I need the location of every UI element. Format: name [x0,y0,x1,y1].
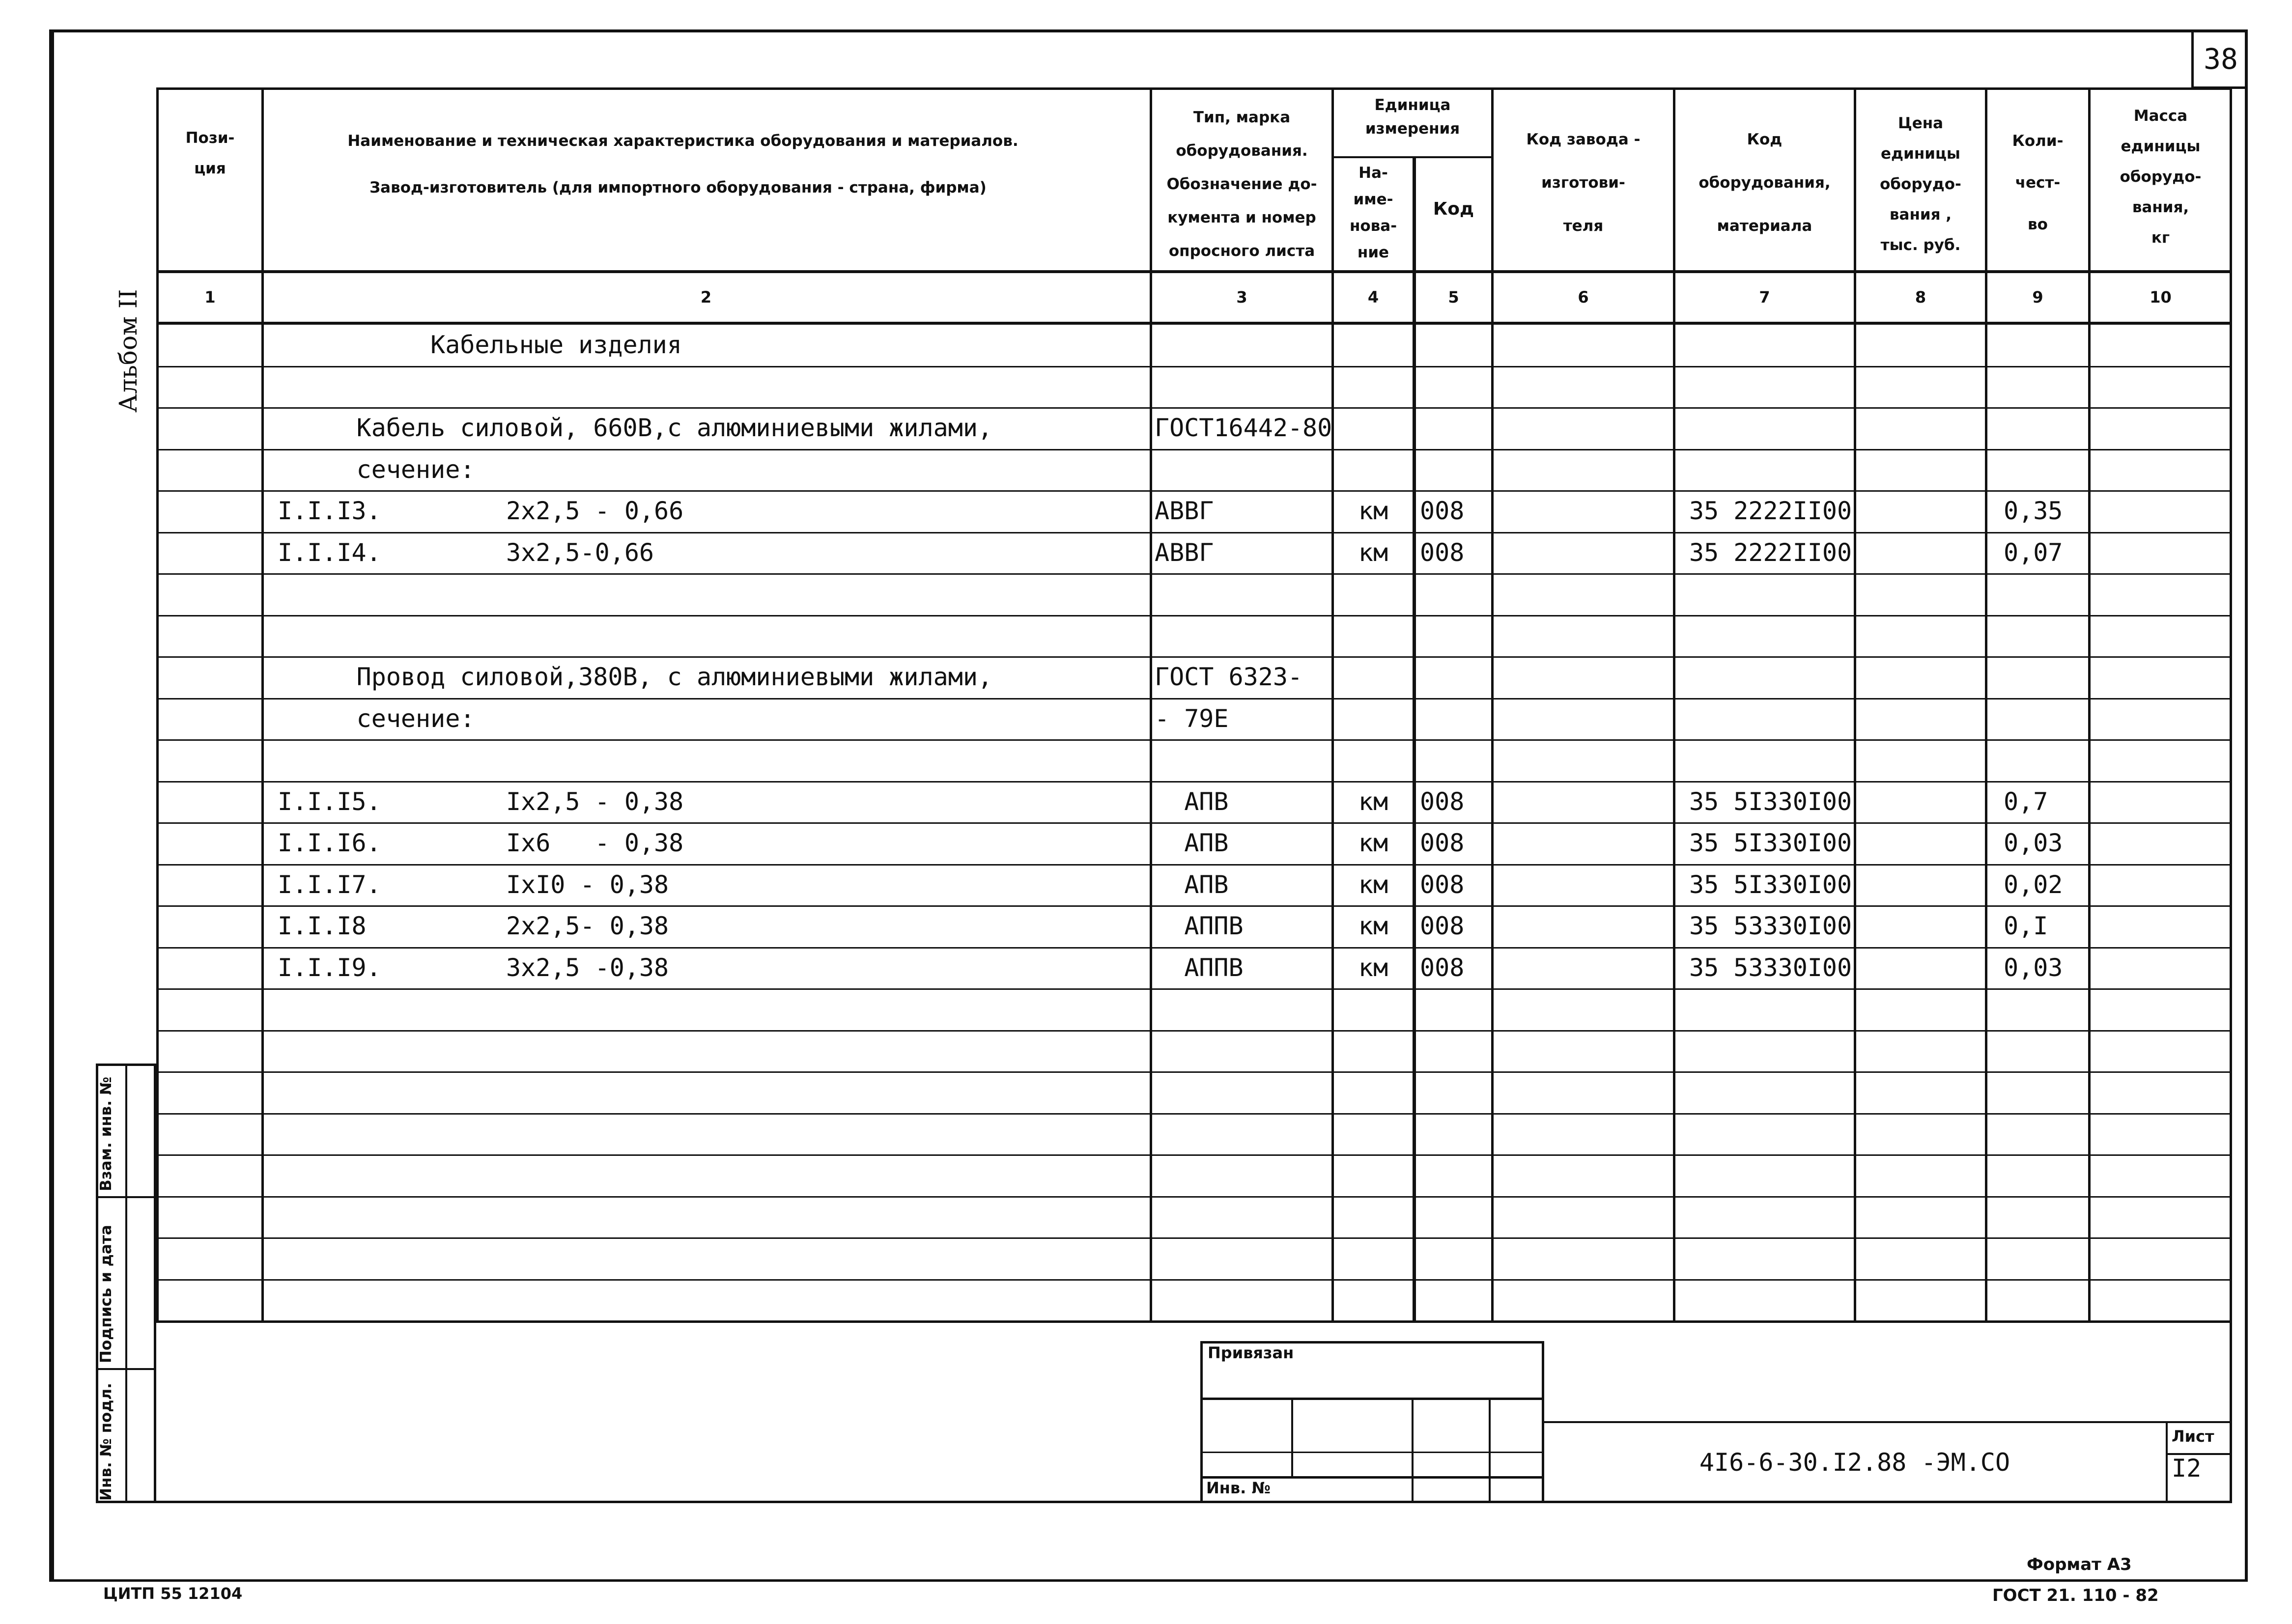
cell-equip [1689,449,1851,490]
cell-qty: 0,35 [2004,497,2063,525]
cell-qty: 0,7 [2004,787,2048,816]
linked-line-1 [1200,1398,1544,1400]
col-line-8 [1985,87,1987,1323]
cell-pos: I.I.I7. [278,870,381,899]
cell-equip: 35 53330I00 [1689,912,1852,940]
cell-equip [1689,366,1851,407]
cell-name: 3х2,5 -0,38 [506,953,669,982]
linked-label: Привязан [1208,1344,1294,1362]
cell-unit [1334,407,1413,448]
row-separator [156,1030,2232,1032]
cell-unit [1334,449,1413,490]
cell-unit [1334,656,1413,698]
header-unit-code: Код [1433,199,1474,219]
cell-qty: 0,03 [2004,953,2063,982]
colnum-8: 8 [1915,288,1926,307]
cell-qty [2004,739,2087,781]
album-label: Альбом II [114,289,142,413]
cell-equip: 35 2222II00 [1689,497,1852,525]
cell-type [1155,739,1331,781]
colnum-1: 1 [204,288,216,307]
cell-type: АВВГ [1155,497,1214,525]
side-stamp-line-2 [96,1368,156,1370]
side-stamp-signature-date: Подпись и дата [97,1225,115,1363]
cell-type: АПВ [1155,787,1229,816]
cell-type [1155,324,1331,365]
cell-equip: 35 2222II00 [1689,538,1852,567]
footer-left: ЦИТП 55 12104 [103,1584,243,1603]
cell-unit: км [1358,870,1388,899]
cell-unit [1334,324,1413,365]
cell-equip: 35 5I330I00 [1689,787,1852,816]
cell-qty [2004,324,2087,365]
cell-type [1155,573,1331,615]
cell-name: 3х2,5-0,66 [506,538,654,567]
cell-code [1420,615,1489,656]
side-stamp-line-1 [96,1196,156,1198]
colnum-10: 10 [2150,288,2172,307]
row-separator [156,1237,2232,1239]
title-block-bottom [156,1501,2232,1503]
cell-unit [1334,615,1413,656]
header-unit-group: Единица измерения [1365,96,1460,138]
cell-type [1155,615,1331,656]
col-line-5 [1491,87,1494,1323]
cell-qty: 0,02 [2004,870,2063,899]
row-separator [156,1154,2232,1156]
page-border-bottom [49,1579,2248,1582]
footer-format: Формат А3 [2027,1555,2132,1574]
cell-unit: км [1358,538,1388,567]
cell-equip [1689,324,1851,365]
cell-name: IхI0 - 0,38 [506,870,669,899]
cell-code [1420,573,1489,615]
cell-equip [1689,573,1851,615]
header-type: Тип, марка оборудования. Обозначение до- кумента и номер опросного листа [1166,109,1317,260]
sheet-box [2166,1421,2168,1502]
cell-unit: км [1358,497,1388,525]
cell-type [1155,449,1331,490]
cell-name [268,573,906,615]
cell-name: Iх2,5 - 0,38 [506,787,684,816]
cell-type: АВВГ [1155,538,1214,567]
title-block-right [2230,1321,2232,1503]
cell-name: Провод силовой,380В, с алюминиевыми жилами, [268,663,993,691]
cell-code [1420,698,1489,739]
cell-type: ГОСТ16442-80 [1155,414,1332,442]
cell-name: Кабельные изделия [268,331,682,359]
page-border-top [49,29,2248,32]
header-position: Пози- ция [185,129,235,177]
colnum-5: 5 [1448,288,1459,307]
header-unit-name: На- име- нова- ние [1349,164,1397,261]
cell-type [1155,366,1331,407]
cell-pos: I.I.I9. [278,953,381,982]
sheet-number-top: 38 [2204,42,2238,76]
side-stamp-inv-original: Инв. № подл. [97,1383,115,1501]
cell-pos: I.I.I3. [278,497,381,525]
row-separator [156,1071,2232,1073]
col-line-2 [1150,87,1152,1323]
cell-type: ГОСТ 6323- [1155,663,1303,691]
linked-line-2 [1200,1452,1544,1453]
cell-name: Iх6 - 0,38 [506,829,684,857]
cell-type: АПВ [1155,829,1229,857]
cell-unit [1334,698,1413,739]
cell-qty [2004,449,2087,490]
cell-code [1420,739,1489,781]
cell-qty [2004,698,2087,739]
cell-name: сечение: [268,704,475,733]
cell-code [1420,656,1489,698]
cell-qty [2004,615,2087,656]
cell-equip: 35 5I330I00 [1689,829,1852,857]
header-bottom [156,270,2232,273]
cell-unit: км [1358,829,1388,857]
cell-qty [2004,573,2087,615]
side-stamp-replace-inv: Взам. инв. № [97,1076,115,1191]
colnum-4: 4 [1367,288,1379,307]
cell-unit [1334,366,1413,407]
cell-type: АППВ [1155,912,1244,940]
sheet-value: I2 [2172,1454,2202,1483]
cell-qty [2004,366,2087,407]
cell-qty: 0,I [2004,912,2048,940]
cell-pos: I.I.I5. [278,787,381,816]
cell-qty: 0,03 [2004,829,2063,857]
cell-pos: I.I.I4. [278,538,381,567]
row-separator [156,988,2232,990]
header-mass: Масса единицы оборудо- вания, кг [2120,107,2202,247]
header-factory-code: Код завода - изготови- теля [1526,131,1641,235]
cell-pos: I.I.I8 [278,912,367,940]
cell-code: 008 [1420,912,1465,940]
page-border-right [2245,29,2248,1582]
inv-label: Инв. № [1206,1479,1271,1497]
cell-pos: I.I.I6. [278,829,381,857]
cell-unit: км [1358,953,1388,982]
cell-qty [2004,656,2087,698]
cell-type: АППВ [1155,953,1244,982]
footer-standard: ГОСТ 21. 110 - 82 [1992,1586,2159,1605]
cell-qty: 0,07 [2004,538,2063,567]
linked-vline-2 [1412,1398,1414,1501]
cell-name: Кабель силовой, 660В,с алюминиевыми жилами, [268,414,993,442]
cell-code: 008 [1420,538,1465,567]
cell-name [268,366,906,407]
header-name: Наименование и техническая характеристика оборудования и материалов. Завод-изготовитель (для импортного оборудования - страна, фирма) [347,132,1019,196]
colnum-9: 9 [2032,288,2043,307]
cell-equip: 35 53330I00 [1689,953,1852,982]
header-price: Цена единицы оборудо- вания , тыс. руб. [1880,114,1961,254]
cell-unit [1334,739,1413,781]
row-separator [156,1113,2232,1115]
cell-code [1420,324,1489,365]
cell-equip [1689,407,1851,448]
header-equipment-code: Код оборудования, материала [1698,131,1831,235]
col-line-7 [1854,87,1856,1323]
col-line-6 [1673,87,1675,1323]
colnum-3: 3 [1236,288,1247,307]
cell-type: АПВ [1155,870,1229,899]
cell-unit: км [1358,787,1388,816]
cell-qty [2004,407,2087,448]
side-stamp-divider [125,1064,127,1503]
cell-code [1420,449,1489,490]
doc-code-line [1544,1421,2232,1423]
linked-vline-3 [1489,1398,1491,1501]
colnum-7: 7 [1759,288,1770,307]
page-border-left [49,29,54,1582]
cell-unit: км [1358,912,1388,940]
sheet-label: Лист [2172,1427,2214,1446]
cell-name: сечение: [268,455,475,484]
cell-unit [1334,573,1413,615]
col-line-1 [261,87,264,1323]
cell-equip [1689,698,1851,739]
cell-code: 008 [1420,829,1465,857]
cell-name [268,739,906,781]
cell-code: 008 [1420,870,1465,899]
cell-code: 008 [1420,953,1465,982]
cell-name [268,615,906,656]
row-separator [156,1196,2232,1198]
cell-equip [1689,739,1851,781]
row-separator [156,1279,2232,1281]
doc-code: 4I6-6-30.I2.88 -ЭМ.СО [1699,1448,2010,1477]
cell-code [1420,366,1489,407]
linked-vline-1 [1291,1398,1293,1476]
unit-group-line [1331,156,1491,158]
header-quantity: Коли- чест- во [2012,132,2064,233]
colnum-6: 6 [1578,288,1589,307]
colnum-2: 2 [700,288,712,307]
col-line-9 [2088,87,2091,1323]
cell-equip [1689,615,1851,656]
cell-code: 008 [1420,497,1465,525]
cell-name: 2х2,5 - 0,66 [506,497,684,525]
cell-name: 2х2,5- 0,38 [506,912,669,940]
cell-equip [1689,656,1851,698]
cell-code [1420,407,1489,448]
cell-type: - 79Е [1155,704,1229,733]
cell-code: 008 [1420,787,1465,816]
cell-equip: 35 5I330I00 [1689,870,1852,899]
